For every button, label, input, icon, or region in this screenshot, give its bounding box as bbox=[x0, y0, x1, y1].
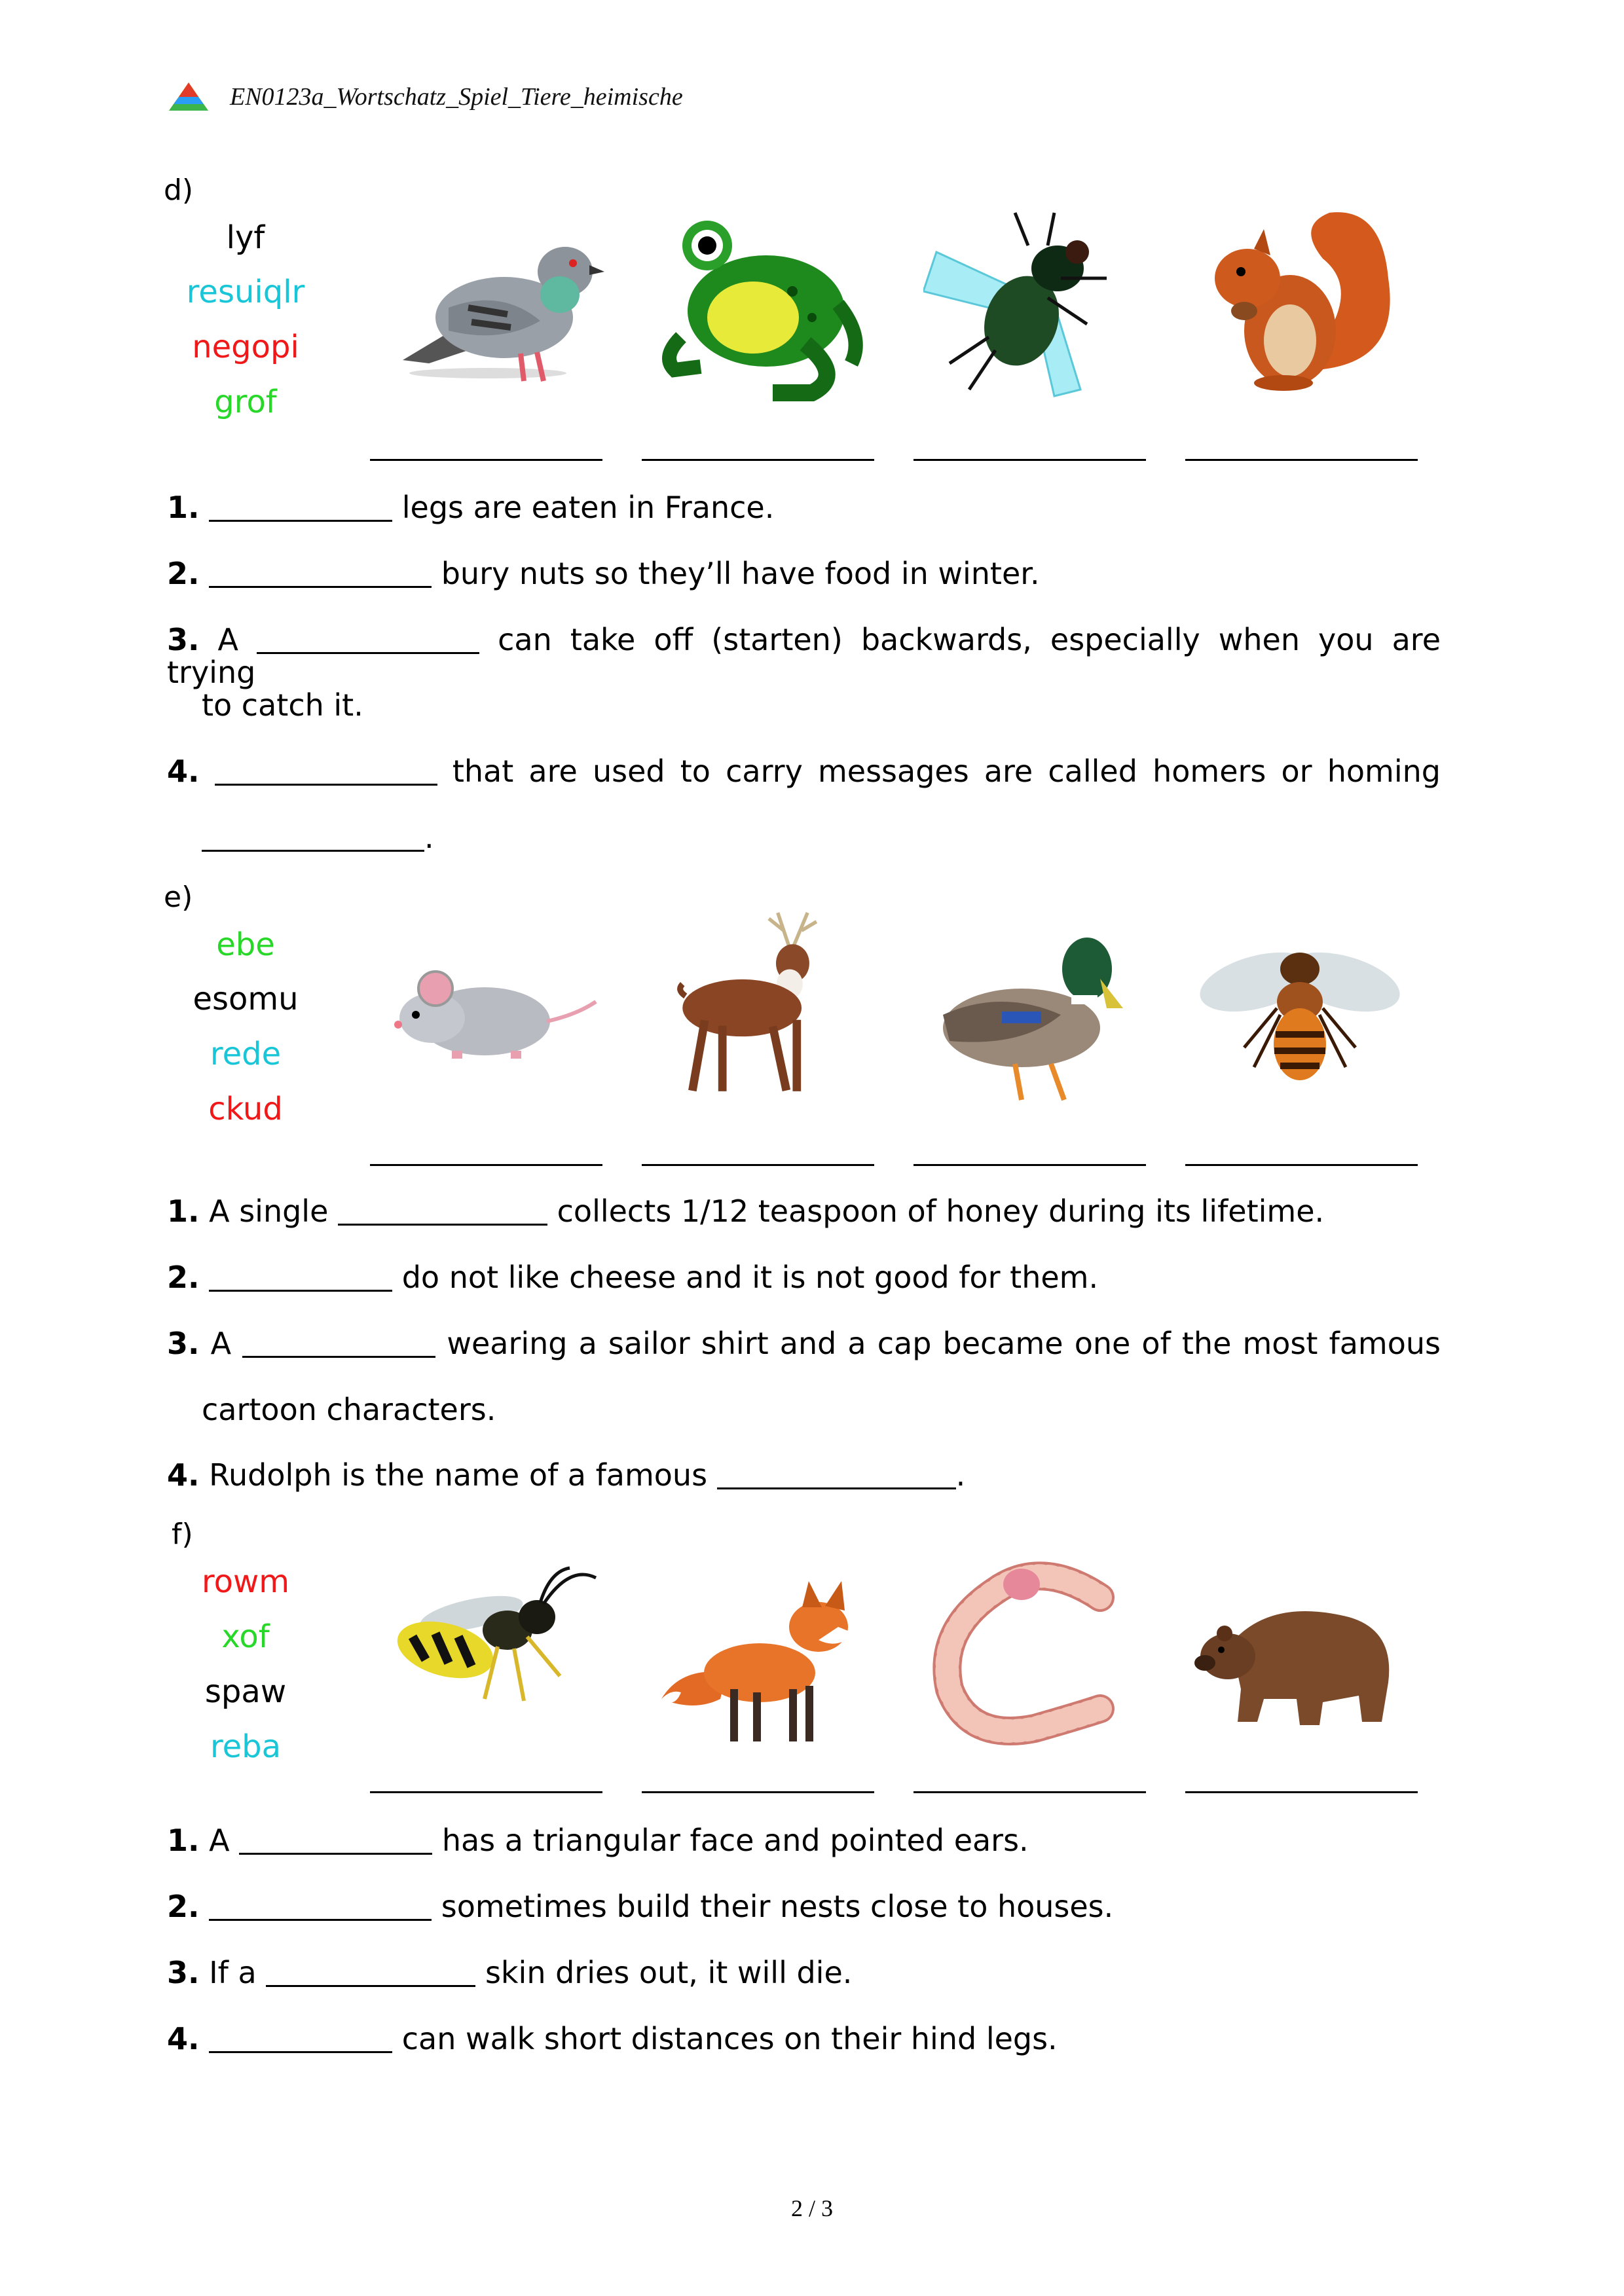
fill-in-blank[interactable] bbox=[338, 1197, 547, 1226]
answer-line[interactable] bbox=[370, 1791, 602, 1793]
worm-picture bbox=[923, 1552, 1139, 1748]
question-text: wearing a sailor shirt and a cap became one of the most famous bbox=[447, 1326, 1441, 1361]
question-d-3 bbox=[167, 623, 1441, 689]
question-e-3 bbox=[167, 1327, 1441, 1360]
question-f-1 bbox=[167, 1824, 1441, 1857]
question-f-4 bbox=[167, 2022, 1441, 2055]
question-d-3-continued: to catch it. bbox=[202, 687, 363, 723]
scrambled-word: lyf bbox=[226, 219, 265, 256]
section-label: e) bbox=[164, 881, 193, 914]
question-d-4-continued bbox=[202, 821, 1441, 854]
section-label: d) bbox=[164, 173, 194, 207]
question-e-2 bbox=[167, 1261, 1441, 1294]
scrambled-word: resuiqlr bbox=[186, 274, 305, 310]
question-text: can walk short distances on their hind legs. bbox=[401, 2021, 1058, 2056]
question-number: 1. bbox=[167, 490, 200, 525]
question-text: legs are eaten in France. bbox=[401, 490, 775, 525]
question-text: A bbox=[217, 622, 239, 657]
question-text: sometimes build their nests close to houses. bbox=[441, 1889, 1114, 1924]
fill-in-blank[interactable] bbox=[209, 1264, 392, 1292]
wasp-picture bbox=[386, 1552, 602, 1748]
question-text: skin dries out, it will die. bbox=[485, 1955, 853, 1990]
fill-in-blank[interactable] bbox=[242, 1330, 435, 1358]
fill-in-blank[interactable] bbox=[209, 2025, 392, 2053]
squirrel-picture bbox=[1192, 200, 1408, 396]
duck-picture bbox=[923, 917, 1139, 1113]
question-number: 3. bbox=[167, 1326, 200, 1361]
question-number: 4. bbox=[167, 1457, 200, 1493]
page-number: 2 / 3 bbox=[790, 2195, 833, 2221]
answer-line[interactable] bbox=[913, 459, 1146, 461]
pigeon-picture bbox=[390, 210, 606, 406]
document-title: EN0123a_Wortschatz_Spiel_Tiere_heimische bbox=[230, 83, 683, 111]
question-text: . bbox=[424, 820, 434, 855]
question-e-3-continued: cartoon characters. bbox=[202, 1392, 496, 1427]
question-number: 2. bbox=[167, 556, 200, 591]
question-text: If a bbox=[209, 1955, 257, 1990]
scrambled-word: rowm bbox=[201, 1563, 290, 1600]
fill-in-blank[interactable] bbox=[209, 1893, 432, 1921]
answer-line[interactable] bbox=[642, 1164, 874, 1166]
question-number: 4. bbox=[167, 2021, 200, 2056]
question-text: A bbox=[210, 1326, 232, 1361]
question-number: 1. bbox=[167, 1823, 200, 1858]
question-number: 1. bbox=[167, 1194, 200, 1229]
answer-line[interactable] bbox=[642, 459, 874, 461]
scrambled-word: reba bbox=[210, 1728, 282, 1765]
section-label: f) bbox=[172, 1518, 193, 1551]
fill-in-blank[interactable] bbox=[209, 494, 392, 522]
fox-picture bbox=[655, 1561, 871, 1758]
fill-in-blank[interactable] bbox=[239, 1827, 432, 1855]
question-text: A bbox=[209, 1823, 230, 1858]
question-d-4 bbox=[167, 755, 1441, 788]
mouse-picture bbox=[386, 923, 602, 1120]
answer-line[interactable] bbox=[370, 459, 602, 461]
frog-picture bbox=[655, 206, 871, 403]
fill-in-blank[interactable] bbox=[215, 757, 437, 786]
deer-picture bbox=[655, 907, 871, 1103]
answer-line[interactable] bbox=[642, 1791, 874, 1793]
question-d-2 bbox=[167, 557, 1441, 590]
scrambled-word: rede bbox=[210, 1036, 282, 1072]
question-text: collects 1/12 teaspoon of honey during its lifetime. bbox=[557, 1194, 1325, 1229]
bee-picture bbox=[1192, 917, 1408, 1113]
page-header bbox=[167, 77, 683, 117]
question-number: 3. bbox=[167, 1955, 200, 1990]
question-d-1 bbox=[167, 491, 1441, 524]
fill-in-blank[interactable] bbox=[257, 626, 479, 654]
fill-in-blank[interactable] bbox=[209, 560, 432, 588]
question-text: . bbox=[955, 1457, 966, 1493]
question-text: can take off (starten) backwards, especially when you are trying bbox=[167, 622, 1441, 690]
bear-picture bbox=[1192, 1565, 1408, 1761]
question-f-3 bbox=[167, 1956, 1441, 1989]
question-number: 3. bbox=[167, 622, 200, 657]
question-text: bury nuts so they’ll have food in winter. bbox=[441, 556, 1040, 591]
answer-line[interactable] bbox=[370, 1164, 602, 1166]
scrambled-word: xof bbox=[221, 1618, 270, 1655]
scrambled-word: ckud bbox=[208, 1091, 283, 1127]
colorful-mountain-logo-icon bbox=[167, 81, 210, 113]
answer-line[interactable] bbox=[913, 1164, 1146, 1166]
question-e-4 bbox=[167, 1459, 1441, 1491]
question-f-2 bbox=[167, 1890, 1441, 1923]
scrambled-word: spaw bbox=[204, 1673, 287, 1710]
question-number: 4. bbox=[167, 754, 200, 789]
question-text: has a triangular face and pointed ears. bbox=[441, 1823, 1029, 1858]
question-text: that are used to carry messages are called homers or homing bbox=[452, 754, 1441, 789]
scrambled-word: ebe bbox=[216, 926, 275, 963]
question-number: 2. bbox=[167, 1889, 200, 1924]
fill-in-blank[interactable] bbox=[717, 1461, 956, 1489]
answer-line[interactable] bbox=[1185, 459, 1418, 461]
fill-in-blank[interactable] bbox=[266, 1959, 475, 1987]
scrambled-word: negopi bbox=[192, 329, 299, 365]
answer-line[interactable] bbox=[913, 1791, 1146, 1793]
question-text: A single bbox=[209, 1194, 329, 1229]
question-e-1 bbox=[167, 1195, 1441, 1228]
answer-line[interactable] bbox=[1185, 1791, 1418, 1793]
question-text: do not like cheese and it is not good for them. bbox=[401, 1260, 1099, 1295]
answer-line[interactable] bbox=[1185, 1164, 1418, 1166]
scrambled-word: esomu bbox=[193, 981, 299, 1017]
fly-picture bbox=[923, 206, 1139, 403]
fill-in-blank[interactable] bbox=[202, 824, 424, 852]
question-number: 2. bbox=[167, 1260, 200, 1295]
scrambled-word: grof bbox=[214, 384, 277, 420]
question-text: Rudolph is the name of a famous bbox=[209, 1457, 708, 1493]
